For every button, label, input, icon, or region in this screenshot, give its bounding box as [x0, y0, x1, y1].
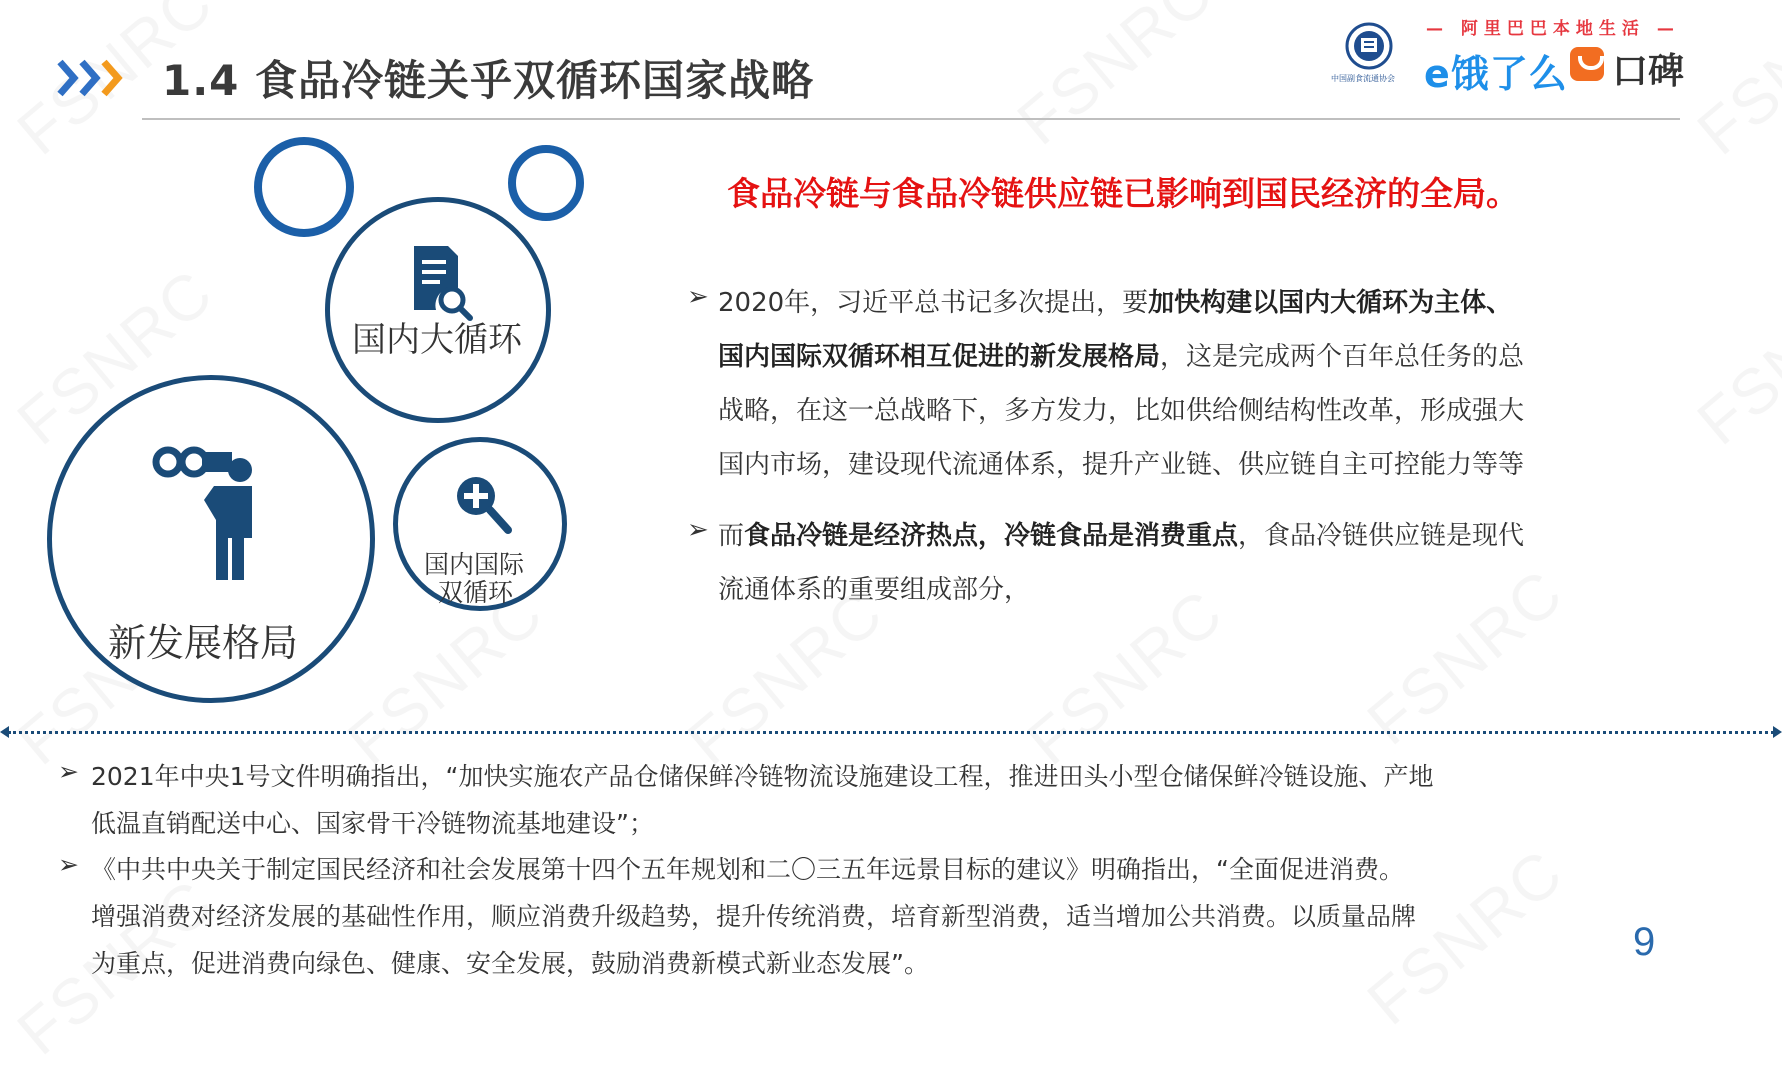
separator-arrow-right	[1773, 726, 1782, 738]
association-name: 中国副食流通协会	[1331, 74, 1395, 83]
watermark	[1683, 0, 1782, 169]
text-bold: 食品冷链是经济热点，冷链食品是消费重点	[744, 521, 1239, 551]
watermark	[1683, 255, 1782, 460]
circle-domestic-label: 国内大循环	[352, 320, 522, 360]
text-bold: 国内国际双循环相互促进的新发展格局	[718, 342, 1161, 372]
text: ，这是完成两个百年总任务的总	[1160, 342, 1525, 372]
alibaba-slogan: — 阿里巴巴本地生活 —	[1426, 19, 1680, 39]
separator-arrow-left	[0, 726, 9, 738]
chevron-right-icon	[56, 58, 138, 98]
text: 低温直销配送中心、国家骨干冷链物流基地建设”；	[91, 809, 654, 838]
koubei-logo: 口碑	[1612, 51, 1685, 92]
headline: 食品冷链与食品冷链供应链已影响到国民经济的全局。	[727, 174, 1519, 213]
text: 2021年中央1号文件明确指出，“加快实施农产品仓储保鲜冷链物流设施建设工程，推进田头小型仓储保鲜冷链设施、产地	[91, 762, 1434, 791]
text: ，食品冷链供应链是现代	[1238, 521, 1525, 551]
document-search-icon	[406, 242, 476, 322]
page-number: 9	[1633, 920, 1656, 964]
circle-new-pattern	[47, 375, 375, 703]
text: 《中共中央关于制定国民经济和社会发展第十四个五年规划和二〇三五年远景目标的建议》明确指出，“全面促进消费。	[91, 855, 1404, 884]
title-divider	[142, 118, 1680, 120]
circle-dual-label-line2: 双循环	[438, 578, 514, 607]
eleme-logo: e饿了么	[1424, 52, 1568, 96]
bullet-arrow-icon: ➢	[687, 282, 709, 312]
decor-ring-right	[508, 145, 584, 221]
circle-new-pattern-label: 新发展格局	[108, 621, 299, 665]
magnify-plus-icon	[452, 472, 514, 536]
decor-ring-left	[254, 137, 354, 237]
koubei-icon	[1570, 47, 1604, 81]
circle-domestic	[325, 197, 551, 423]
watermark	[1353, 555, 1577, 760]
text: 2020年，习近平总书记多次提出，要	[718, 288, 1149, 318]
circle-dual	[393, 437, 567, 611]
watermark	[1013, 575, 1237, 780]
text: 而	[718, 521, 745, 551]
person-binoculars-icon	[152, 442, 262, 582]
text: 国内市场，建设现代流通体系，提升产业链、供应链自主可控能力等等	[718, 450, 1525, 480]
text: 战略，在这一总战略下，多方发力，比如供给侧结构性改革，形成强大	[718, 396, 1525, 426]
circle-dual-label-line1: 国内国际	[424, 550, 525, 579]
text-bold: 加快构建以国内大循环为主体、	[1148, 288, 1513, 318]
text: 为重点，促进消费向绿色、健康、安全发展，鼓励消费新模式新业态发展”。	[91, 949, 929, 978]
slide-title: 1.4 食品冷链关乎双循环国家战略	[162, 56, 815, 105]
text: 流通体系的重要组成部分，	[718, 575, 1031, 605]
watermark	[1003, 0, 1227, 159]
text: 增强消费对经济发展的基础性作用，顺应消费升级趋势，提升传统消费，培育新型消费，适当增加公共消费。以质量品牌	[91, 902, 1417, 931]
bullet-arrow-icon: ➢	[58, 757, 79, 786]
bullet-arrow-icon: ➢	[687, 515, 709, 545]
bullet-arrow-icon: ➢	[58, 850, 79, 879]
dotted-separator	[8, 731, 1774, 734]
